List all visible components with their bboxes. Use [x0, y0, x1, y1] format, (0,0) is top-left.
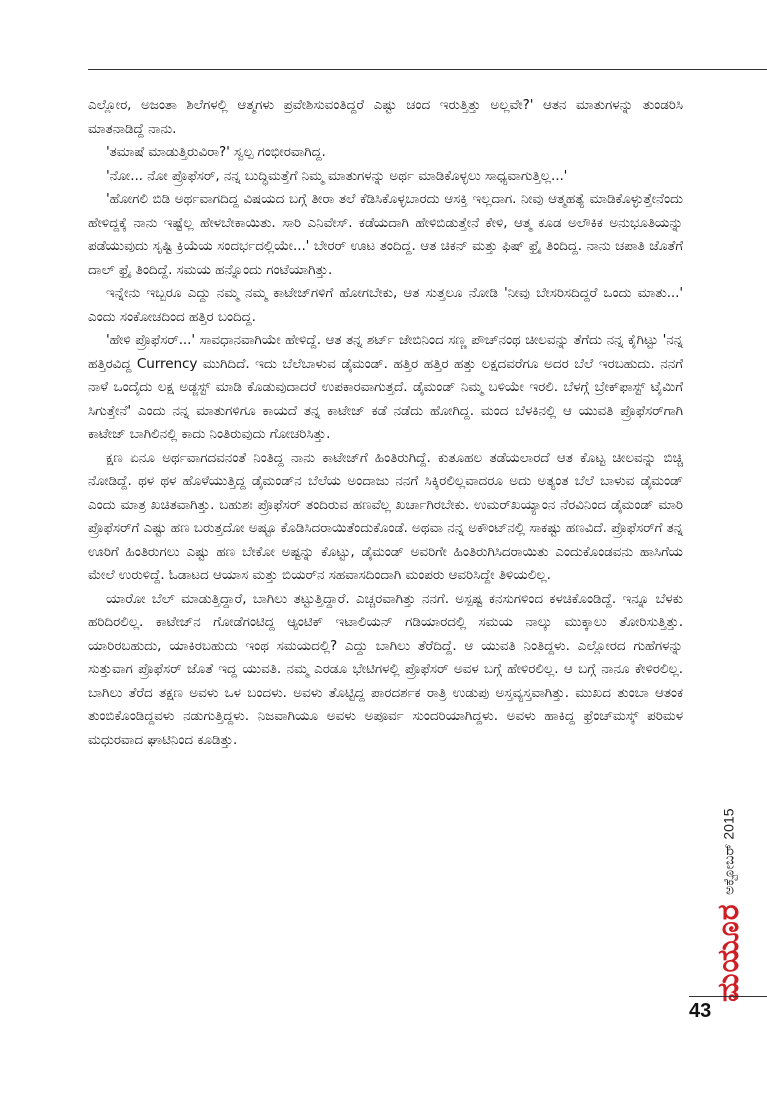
- paragraph: ಯಾರೋ ಬೆಲ್ ಮಾಡುತ್ತಿದ್ದಾರೆ, ಬಾಗಿಲು ತಟ್ಟುತ್ತಿದ್ದಾರೆ. ಎಚ್ಚರವಾಗಿತ್ತು ನನಗೆ. ಅಸ್ಪಷ್ಟ ಕನಸುಗಳಿಂದ ಕಳಚಿಕೊಂಡಿದ್ದೆ. ಇನ್ನೂ ಬೆಳಕು ಹರಿದಿರಲಿಲ್ಲ. ಕಾಟೇಜ್‌ನ ಗೋಡೆಗಂಟಿದ್ದ ಆ್ಯಂಟಿಕ್ ಇಟಾಲಿಯನ್ ಗಡಿಯಾರದಲ್ಲಿ ಸಮಯ ನಾಲ್ಕು ಮುಕ್ಕಾಲು ತೋರಿಸುತ್ತಿತ್ತು. ಯಾರಿರಬಹುದು, ಯಾಕಿರಬಹುದು ಇಂಥ ಸಮಯದಲ್ಲಿ? ಎದ್ದು ಬಾಗಿಲು ತೆರೆದಿದ್ದೆ. ಆ ಯುವತಿ ನಿಂತಿದ್ದಳು. ಎಲ್ಲೋರದ ಗುಹೆಗಳನ್ನು ಸುತ್ತುವಾಗ ಪ್ರೊಫೆಸರ್ ಜೊತೆ ಇದ್ದ ಯುವತಿ. ನಮ್ಮ ಎರಡೂ ಭೇಟಿಗಳಲ್ಲಿ ಪ್ರೊಫೆಸರ್ ಅವಳ ಬಗ್ಗೆ ಹೇಳಿರಲಿಲ್ಲ. ಆ ಬಗ್ಗೆ ನಾನೂ ಕೇಳಿರಲಿಲ್ಲ. ಬಾಗಿಲು ತೆರೆದ ತಕ್ಷಣ ಅವಳು ಒಳ ಬಂದಳು. ಅವಳು ತೊಟ್ಟಿದ್ದ ಪಾರದರ್ಶಕ ರಾತ್ರಿ ಉಡುಪು ಅಸ್ತವ್ಯಸ್ತವಾಗಿತ್ತು. ಮುಖದ ತುಂಬಾ ಆತಂಕ ತುಂಬಿಕೊಂಡಿದ್ದವಳು ನಡುಗುತ್ತಿದ್ದಳು. ನಿಜವಾಗಿಯೂ ಅವಳು ಅಪೂರ್ವ ಸುಂದರಿಯಾಗಿದ್ದಳು. ಅವಳು ಹಾಕಿದ್ದ ಫ್ರೆಂಚ್‌ಮಸ್ಕ್ ಪರಿಮಳ ಮಧುರವಾದ ಘಾಟಿನಿಂದ ಕೂಡಿತ್ತು.: [88, 590, 683, 748]
- paragraph: ಎಲ್ಲೋರ, ಅಜಂತಾ ಶಿಲೆಗಳಲ್ಲಿ ಆತ್ಮಗಳು ಪ್ರವೇಶಿಸುವಂತಿದ್ದರೆ ಎಷ್ಟು ಚಂದ ಇರುತ್ತಿತ್ತು ಅಲ್ಲವೇ?' ಆತನ ಮಾತುಗಳನ್ನು ತುಂಡರಿಸಿ ಮಾತನಾಡಿದ್ದೆ ನಾನು.: [88, 97, 683, 137]
- page-number-rule: [689, 996, 767, 997]
- issue-date: ಅಕ್ಟೋಬರ್ 2015: [720, 808, 737, 896]
- paragraph: 'ಹೇಳಿ ಪ್ರೊಫೆಸರ್...' ಸಾವಧಾನವಾಗಿಯೇ ಹೇಳಿದ್ದೆ. ಆತ ತನ್ನ ಶರ್ಟ್ ಜೇಬಿನಿಂದ ಸಣ್ಣ ಪೌಚ್‌ನಂಥ ಚೀಲವನ್ನು ತೆಗೆದು ನನ್ನ ಕೈಗಿಟ್ಟು 'ನನ್ನ ಹತ್ತಿರವಿದ್ದ Currency ಮುಗಿದಿದೆ. ಇದು ಬೆಲೆಬಾಳುವ ಡೈಮಂಡ್. ಹತ್ತಿರ ಹತ್ತಿರ ಹತ್ತು ಲಕ್ಷದವರೆಗೂ ಅದರ ಬೆಲೆ ಇರಬಹುದು. ನನಗೆ ನಾಳೆ ಒಂದೈದು ಲಕ್ಷ ಅಡ್ಜಸ್ಟ್ ಮಾಡಿ ಕೊಡುವುದಾದರೆ ಉಪಕಾರವಾಗುತ್ತದೆ. ಡೈಮಂಡ್ ನಿಮ್ಮ ಬಳಿಯೇ ಇರಲಿ. ಬೆಳಗ್ಗೆ ಬ್ರೇಕ್‌ಫಾಸ್ಟ್ ಟೈಮಿಗೆ ಸಿಗುತ್ತೇನೆ' ಎಂದು ನನ್ನ ಮಾತುಗಳಿಗೂ ಕಾಯದೆ ತನ್ನ ಕಾಟೇಜ್ ಕಡೆ ನಡೆದು ಹೋಗಿದ್ದ. ಮಂದ ಬೆಳಕಿನಲ್ಲಿ ಆ ಯುವತಿ ಪ್ರೊಫೆಸರ್‌ಗಾಗಿ ಕಾಟೇಜ್ ಬಾಗಿಲಿನಲ್ಲಿ ಕಾದು ನಿಂತಿರುವುದು ಗೋಚರಿಸಿತ್ತು.: [88, 332, 683, 442]
- paragraph: 'ಹೋಗಲಿ ಬಿಡಿ ಅರ್ಥವಾಗದಿದ್ದ ವಿಷಯದ ಬಗ್ಗೆ ತೀರಾ ತಲೆ ಕೆಡಿಸಿಕೊಳ್ಳಬಾರದು ಆಸಕ್ತಿ ಇಲ್ಲದಾಗ. ನೀವು ಆತ್ಮಹತ್ಯೆ ಮಾಡಿಕೊಳ್ಳುತ್ತೇನೆಂದು ಹೇಳಿದ್ದಕ್ಕೆ ನಾನು ಇಷ್ಟೆಲ್ಲ ಹೇಳಬೇಕಾಯಿತು. ಸಾರಿ ಎನಿವೇಸ್. ಕಡೆಯದಾಗಿ ಹೇಳಿಬಿಡುತ್ತೇನೆ ಕೇಳಿ, ಆತ್ಮ ಕೂಡ ಅಲೌಕಿಕ ಅನುಭೂತಿಯನ್ನು ಪಡೆಯುವುದು ಸೃಷ್ಟಿ ಕ್ರಿಯೆಯ ಸಂದರ್ಭದಲ್ಲಿಯೇ...' ಬೇರರ್ ಊಟ ತಂದಿದ್ದ. ಆತ ಚಿಕನ್ ಮತ್ತು ಫಿಷ್ ಫ್ರೈ ತಿಂದಿದ್ದ. ನಾನು ಚಪಾತಿ ಜೊತೆಗೆ ದಾಲ್ ಫ್ರೈ ತಿಂದಿದ್ದೆ. ಸಮಯ ಹನ್ನೊಂದು ಗಂಟೆಯಾಗಿತ್ತು.: [88, 191, 683, 278]
- paragraph: 'ನೋ... ನೋ ಪ್ರೊಫೆಸರ್, ನನ್ನ ಬುದ್ಧಿಮತ್ತೆಗೆ ನಿಮ್ಮ ಮಾತುಗಳನ್ನು ಅರ್ಥ ಮಾಡಿಕೊಳ್ಳಲು ಸಾಧ್ಯವಾಗುತ್ತಿಲ್ಲ...': [106, 167, 568, 184]
- magazine-sidebar: [689, 770, 767, 1002]
- paragraph: 'ತಮಾಷೆ ಮಾಡುತ್ತಿರುವಿರಾ?' ಸ್ವಲ್ಪ ಗಂಭೀರವಾಗಿದ್ದ.: [106, 144, 326, 160]
- paragraph: ಇನ್ನೇನು ಇಬ್ಬರೂ ಎದ್ದು ನಮ್ಮ ನಮ್ಮ ಕಾಟೇಜ್‌ಗಳಿಗೆ ಹೋಗಬೇಕು, ಆತ ಸುತ್ತಲೂ ನೋಡಿ 'ನೀವು ಬೇಸರಿಸದಿದ್ದರೆ ಒಂದು ಮಾತು...' ಎಂದು ಸಂಕೋಚದಿಂದ ಹತ್ತಿರ ಬಂದಿದ್ದ.: [88, 285, 683, 325]
- paragraph: ಕ್ಷಣ ಏನೂ ಅರ್ಥವಾಗದವನಂತೆ ನಿಂತಿದ್ದ ನಾನು ಕಾಟೇಜ್‌ಗೆ ಹಿಂತಿರುಗಿದ್ದೆ. ಕುತೂಹಲ ತಡೆಯಲಾರದೆ ಆತ ಕೊಟ್ಟ ಚೀಲವನ್ನು ಬಿಚ್ಚಿ ನೋಡಿದ್ದೆ. ಥಳ ಥಳ ಹೊಳೆಯುತ್ತಿದ್ದ ಡೈಮಂಡ್‌ನ ಬೆಲೆಯ ಅಂದಾಜು ನನಗೆ ಸಿಕ್ಕಿರಲಿಲ್ಲವಾದರೂ ಅದು ಅತ್ಯಂತ ಬೆಲೆ ಬಾಳುವ ಡೈಮಂಡ್ ಎಂದು ಮಾತ್ರ ಖಚಿತವಾಗಿತ್ತು. ಬಹುಶಃ ಪ್ರೊಫೆಸರ್ ತಂದಿರುವ ಹಣವೆಲ್ಲ ಖರ್ಚಾಗಿರಬೇಕು. ಉಮರ್‌ಖಯ್ಯಾಂನ ನೆರವಿನಿಂದ ಡೈಮಂಡ್ ಮಾರಿ ಪ್ರೊಫೆಸರ್‌ಗೆ ಎಷ್ಟು ಹಣ ಬರುತ್ತದೋ ಅಷ್ಟೂ ಕೊಡಿಸಿದರಾಯಿತೆಂದುಕೊಂಡೆ. ಅಥವಾ ನನ್ನ ಅಕೌಂಟ್‌ನಲ್ಲಿ ಸಾಕಷ್ಟು ಹಣವಿದೆ. ಪ್ರೊಫೆಸರ್‌ಗೆ ತನ್ನ ಊರಿಗೆ ಹಿಂತಿರುಗಲು ಎಷ್ಟು ಹಣ ಬೇಕೋ ಅಷ್ಟನ್ನು ಕೊಟ್ಟು, ಡೈಮಂಡ್ ಅವರಿಗೇ ಹಿಂತಿರುಗಿಸಿದರಾಯಿತು ಎಂದುಕೊಂಡವನು ಹಾಸಿಗೆಯ ಮೇಲೆ ಉರುಳಿದ್ದೆ. ಓಡಾಟದ ಆಯಾಸ ಮತ್ತು ಬಿಯರ್‌ನ ಸಹವಾಸದಿಂದಾಗಿ ಮಂಪರು ಆವರಿಸಿದ್ದೇ ತಿಳಿಯಲಿಲ್ಲ.: [88, 449, 683, 583]
- article-body: [88, 94, 683, 752]
- magazine-logo: ಮಯೂರ: [711, 903, 746, 1002]
- masthead: [711, 770, 746, 1002]
- page-number: 43: [689, 1000, 712, 1022]
- top-rule: [88, 69, 767, 70]
